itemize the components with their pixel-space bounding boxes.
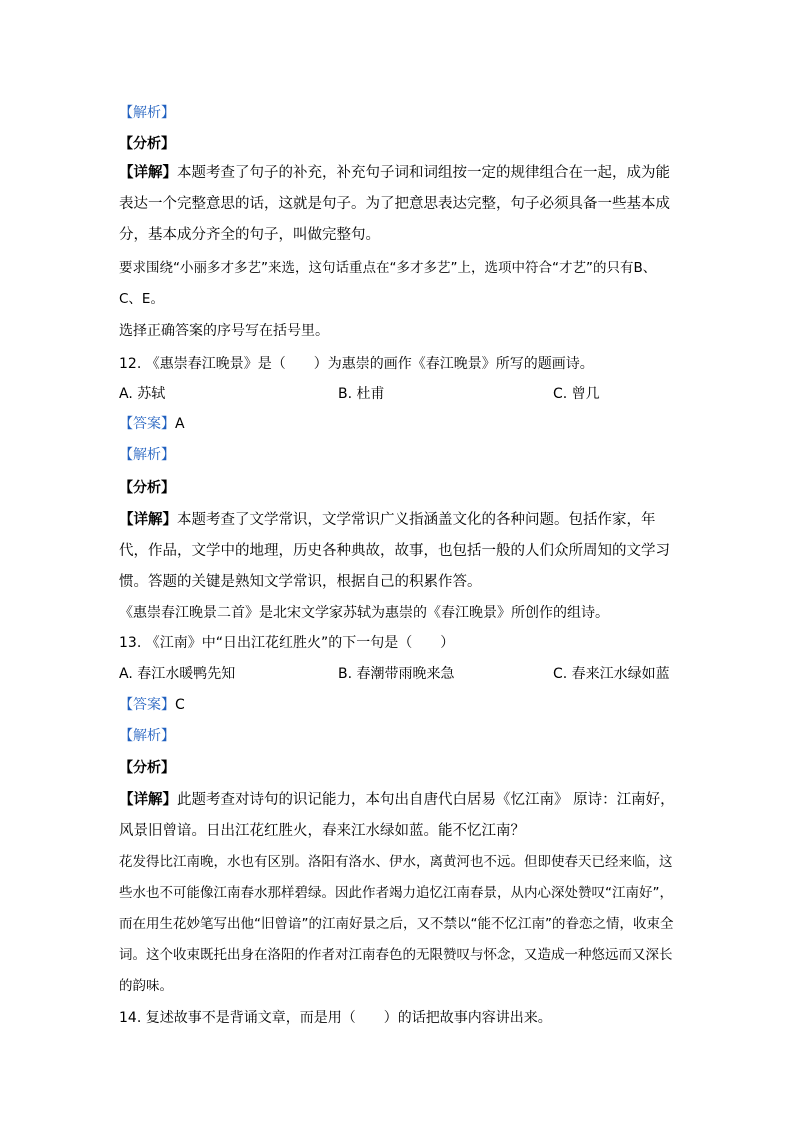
answer-label: 【答案】	[119, 416, 175, 432]
xiangjie-label: 【详解】	[119, 165, 177, 181]
xiangjie-paragraph	[119, 158, 679, 251]
explanation-paragraph: 要求围绕“小丽多才多艺”来选，这句话重点在“多才多艺”上，选项中符合“才艺”的只有B、C、E。	[119, 260, 657, 307]
answer-value: C	[175, 697, 185, 713]
q13-xiangjie-paragraph	[119, 785, 679, 847]
q13-jiexi-label: 【解析】	[119, 728, 175, 744]
q12-option-b: B. 杜甫	[338, 386, 385, 402]
q12-jiexi-label: 【解析】	[119, 447, 175, 463]
q13-xiangjie-text: 此题考查对诗句的识记能力，本句出自唐代白居易《忆江南》 原诗：江南好，风景旧曾谙。日出江花红胜火，春来江水绿如蓝。能不忆江南？	[119, 792, 675, 839]
answer-label: 【答案】	[119, 697, 175, 713]
q13-xiangjie-label: 【详解】	[119, 792, 177, 808]
answer-value: A	[175, 416, 185, 432]
q13-fenxi-label: 【分析】	[119, 760, 175, 776]
q13-option-b: B. 春潮带雨晚来急	[338, 666, 455, 682]
explanation-line: 选择正确答案的序号写在括号里。	[119, 323, 329, 339]
q13-option-c: C. 春来江水绿如蓝	[553, 666, 670, 682]
q12-fenxi-label: 【分析】	[119, 480, 175, 496]
q13-answer	[119, 695, 185, 715]
q12-xiangjie-paragraph	[119, 505, 679, 598]
q12-extra: 《惠崇春江晚景二首》是北宋文学家苏轼为惠崇的《春江晚景》所创作的组诗。	[119, 605, 609, 621]
jiexi-label: 【解析】	[119, 105, 175, 121]
xiangjie-text: 本题考查了句子的补充，补充句子词和词组按一定的规律组合在一起，成为能表达一个完整意思的话，这就是句子。为了把意思表达完整，句子必须具备一些基本成分，基本成分齐全的句子，叫做完整句。	[119, 165, 670, 243]
fenxi-label: 【分析】	[119, 136, 175, 152]
q12-xiangjie-text: 本题考查了文学常识，文学常识广义指涵盖文化的各种问题。包括作家，年代，作品，文学中的地理，历史各种典故，故事，也包括一般的人们众所周知的文学习惯。答题的关键是熟知文学常识，根据自己的积累作答。	[119, 512, 670, 590]
q13-extra: 花发得比江南晚，水也有区别。洛阳有洛水、伊水，离黄河也不远。但即使春天已经来临，这些水也不可能像江南春水那样碧绿。因此作者竭力追忆江南春景，从内心深处赞叹“江南好”，而在用生花妙笔写出他“旧曾谙”的江南好景之后，又不禁以“能不忆江南”的眷恋之情，收束全词。这个收束既托出身在洛阳的作者对江南春色的无限赞叹与怀念，又造成一种悠远而又深长的韵味。	[119, 854, 674, 994]
q12-option-c: C. 曾几	[553, 386, 600, 402]
question-13: 13. 《江南》中“日出江花红胜火”的下一句是（ ）	[119, 635, 455, 651]
question-12: 12. 《惠崇春江晚景》是（ ）为惠崇的画作《春江晚景》所写的题画诗。	[119, 356, 594, 372]
q12-xiangjie-label: 【详解】	[119, 512, 177, 528]
question-14: 14. 复述故事不是背诵文章，而是用（ ）的话把故事内容讲出来。	[119, 1010, 552, 1026]
q12-answer	[119, 414, 185, 434]
q12-option-a: A. 苏轼	[119, 386, 166, 402]
q13-option-a: A. 春江水暖鸭先知	[119, 666, 236, 682]
